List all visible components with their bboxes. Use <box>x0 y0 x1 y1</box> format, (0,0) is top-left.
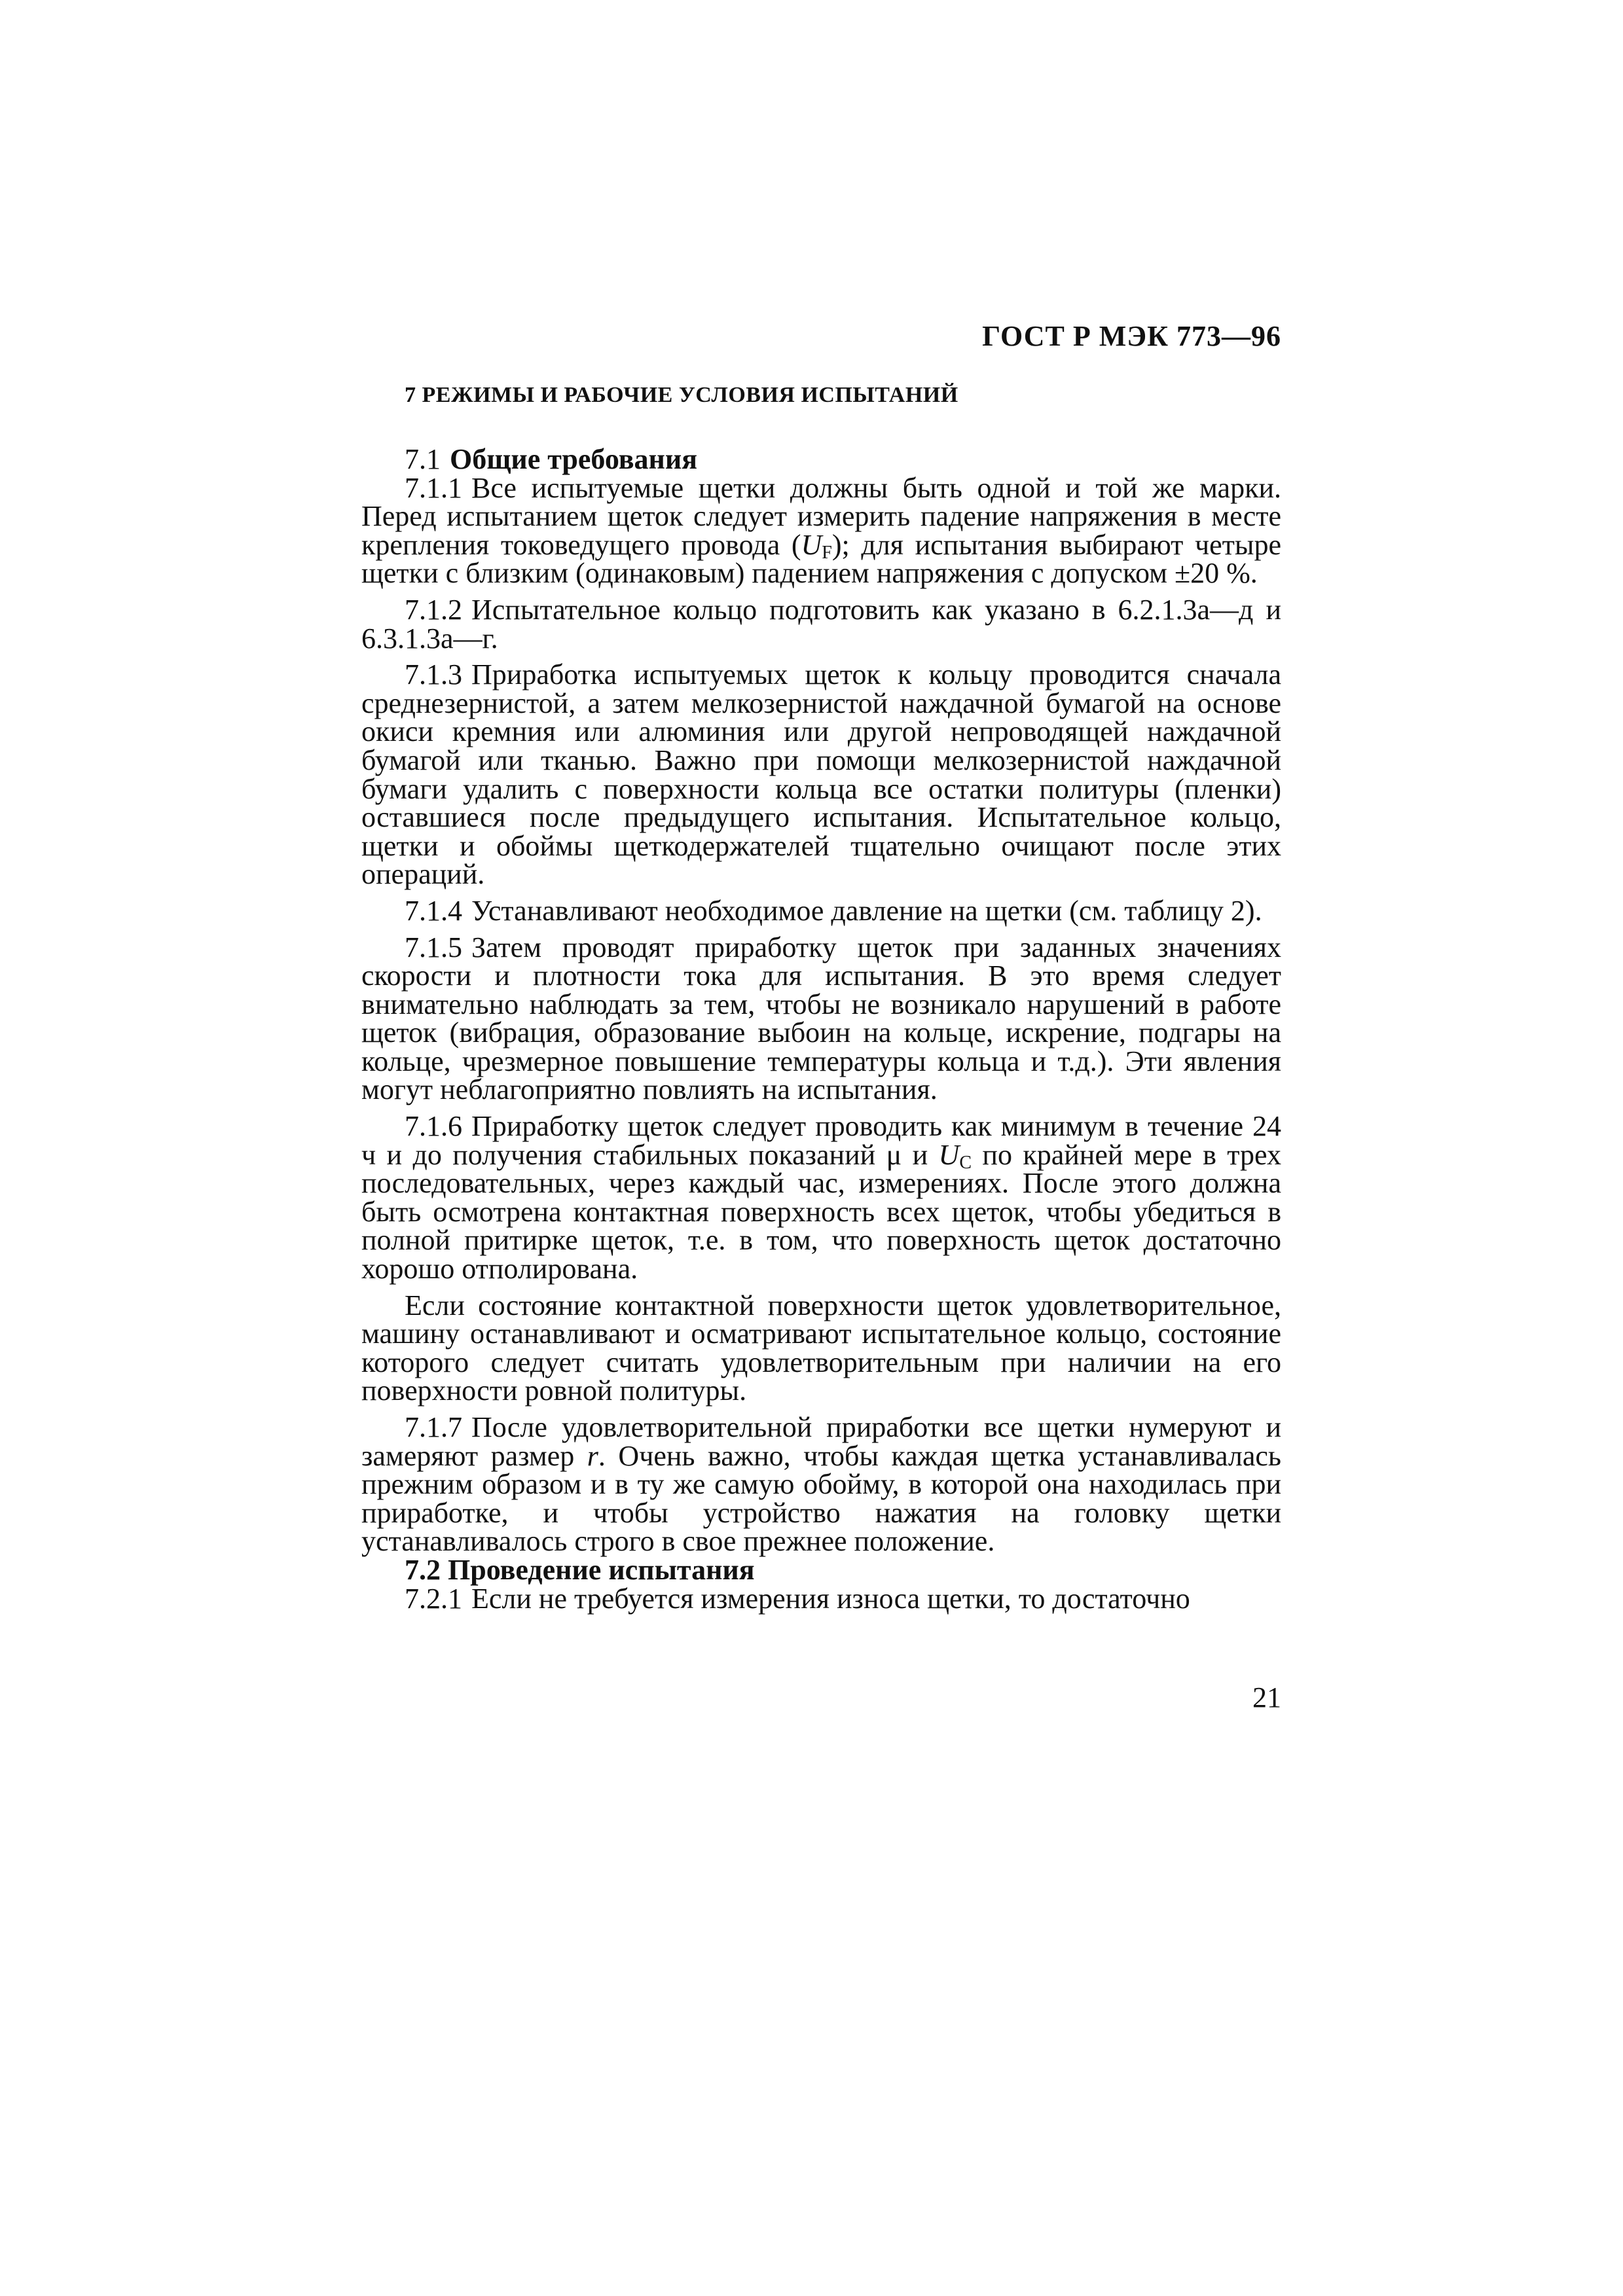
paragraph-7-1-2 <box>361 593 1281 655</box>
paragraph-number: 7.1.4 <box>405 894 462 927</box>
paragraph-7-1-7 <box>361 1413 1281 1556</box>
paragraph-text-cont: . Очень важно, чтобы каждая щетка устанавливалась прежним образом и в ту же самую обойму, в которой она находилась при приработке, и чтобы устройство нажатия на головку щетки устанавливалось строго в свое прежнее положение. <box>361 1439 1281 1558</box>
paragraph-text: Затем проводят приработку щеток при заданных значениях скорости и плотности тока для испытания. В это время следует внимательно наблюдать за тем, чтобы не возникало нарушений в работе щеток (вибрация, образование выбоин на кольце, искрение, подгары на кольце, чрезмерное повышение температуры кольца и т.д.). Эти явления могут неблагоприятно повлиять на испытания. <box>361 931 1281 1106</box>
paragraph-text: Все испытуемые щетки должны быть одной и той же марки. Перед испытанием щеток следует измерить падение напряжения в месте крепления токоведущего провода ( <box>361 471 1281 561</box>
paragraph-7-1-6 <box>361 1112 1281 1283</box>
paragraph-text: После удовлетворительной приработки все щетки нумеруют и замеряют размер <box>361 1411 1281 1472</box>
subsection-title: Общие требования <box>450 443 697 475</box>
paragraph-number: 7.1.6 <box>405 1110 462 1143</box>
subsection-number: 7.1 <box>405 443 441 475</box>
paragraph-number: 7.1.7 <box>405 1411 462 1443</box>
paragraph-7-1-4 <box>361 894 1281 927</box>
variable-subscript: F <box>822 542 832 563</box>
paragraph-text-cont: по крайней мере в трех последовательных, через каждый час, измерениях. После этого должна быть осмотрена контактная поверхность всех щеток, чтобы убедиться в полной притирке щеток, т.е. в том, что поверхность щеток достаточно хорошо отполирована. <box>361 1138 1282 1285</box>
paragraph-text: Приработку щеток следует проводить как минимум в течение 24 ч и до получения стабильных показаний μ и <box>361 1110 1281 1171</box>
subsection-heading-7-2 <box>361 1553 1281 1586</box>
paragraph-text: Испытательное кольцо подготовить как указано в 6.2.1.3а—д и 6.3.1.3а—г. <box>361 593 1281 655</box>
variable-subscript: C <box>959 1152 972 1173</box>
page-number: 21 <box>1252 1681 1281 1713</box>
variable-symbol: r <box>587 1439 598 1472</box>
paragraph-7-1-3 <box>361 660 1281 889</box>
paragraph-text: Устанавливают необходимое давление на щетки (см. таблицу 2). <box>471 894 1262 927</box>
subsection-title: 7.2 Проведение испытания <box>405 1553 755 1586</box>
variable-symbol: U <box>801 528 822 561</box>
variable-symbol: U <box>938 1138 960 1171</box>
paragraph-number: 7.1.3 <box>405 658 462 691</box>
paragraph-number: 7.1.5 <box>405 931 462 963</box>
paragraph-7-2-1 <box>361 1582 1281 1615</box>
paragraph-number: 7.1.2 <box>405 593 462 626</box>
paragraph-number: 7.1.1 <box>405 471 462 504</box>
paragraph-text: Приработка испытуемых щеток к кольцу проводится сначала среднезернистой, а затем мелкозернистой наждачной бумагой на основе окиси кремния или алюминия или другой непроводящей наждачной бумагой или тканью. Важно при помощи мелкозернистой наждачной бумаги удалить с поверхности кольца все остатки политуры (пленки) оставшиеся после предыдущего испытания. Испытательное кольцо, щетки и обоймы щеткодержателей тщательно очищают после этих операций. <box>361 658 1281 891</box>
paragraph-text: Если не требуется измерения износа щетки, то достаточно <box>471 1582 1190 1615</box>
document-header: ГОСТ Р МЭК 773—96 <box>982 320 1281 352</box>
paragraph-7-1-5 <box>361 933 1281 1105</box>
document-body <box>361 437 1281 1613</box>
paragraph-number: 7.2.1 <box>405 1582 462 1615</box>
paragraph-text-cont: ); для испытания выбирают четыре щетки с близким (одинаковым) падением напряжения с допуском ±20 %. <box>361 528 1281 590</box>
subsection-heading-7-1 <box>361 445 1281 474</box>
paragraph-text: Если состояние контактной поверхности щеток удовлетворительное, машину останавливают и осматривают испытательное кольцо, состояние которого следует считать удовлетворительным при наличии на его поверхности ровной политуры. <box>361 1289 1281 1407</box>
section-title: 7 РЕЖИМЫ И РАБОЧИЕ УСЛОВИЯ ИСПЫТАНИЙ <box>405 383 958 407</box>
paragraph-7-1-6-cont <box>361 1291 1281 1405</box>
paragraph-7-1-1 <box>361 471 1281 590</box>
